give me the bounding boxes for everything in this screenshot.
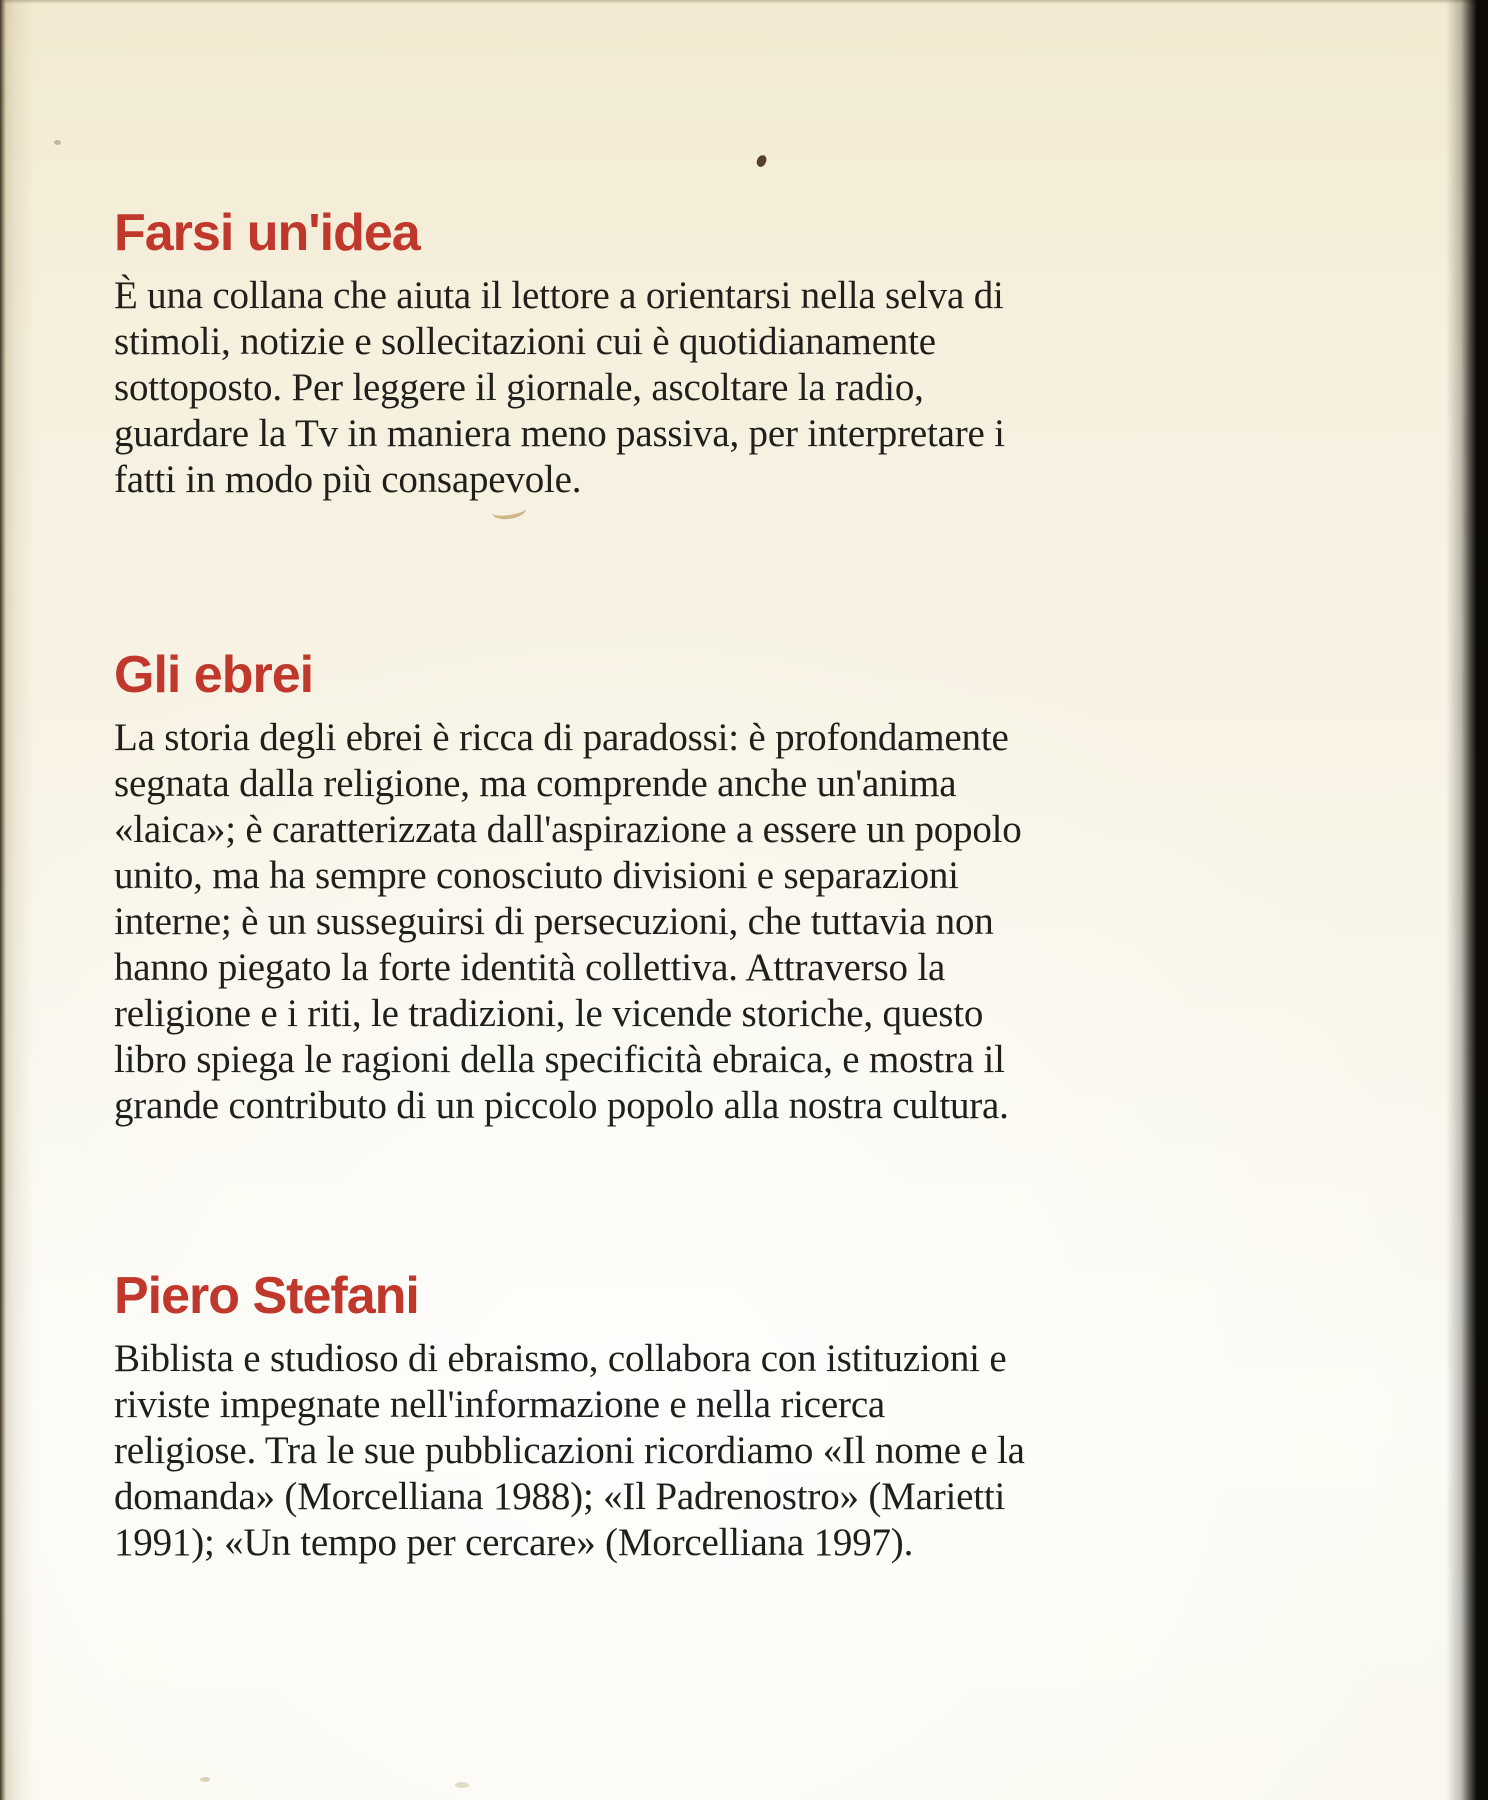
scan-stain-mark [491, 501, 527, 522]
series-title-heading: Farsi un'idea [114, 204, 420, 262]
series-description [114, 273, 1174, 503]
body-line: unito, ma ha sempre conosciuto divisioni e separazioni [114, 854, 959, 897]
body-line: religiose. Tra le sue pubblicazioni ricordiamo «Il nome e la [114, 1429, 1025, 1472]
body-line: segnata dalla religione, ma comprende anche un'anima [114, 762, 957, 805]
scan-right-edge-shadow [1446, 0, 1488, 1800]
author-name-heading: Piero Stefani [114, 1267, 419, 1325]
body-line: Biblista e studioso di ebraismo, collabora con istituzioni e [114, 1337, 1007, 1380]
series-section [114, 203, 1174, 503]
author-bio [114, 1336, 1174, 1566]
body-line: domanda» (Morcelliana 1988); «Il Padrenostro» (Marietti [114, 1475, 1006, 1518]
book-section [114, 645, 1174, 1129]
body-line: sottoposto. Per leggere il giornale, ascoltare la radio, [114, 366, 924, 409]
scan-speck [455, 1782, 469, 1788]
author-section [114, 1266, 1174, 1566]
body-line: È una collana che aiuta il lettore a orientarsi nella selva di [114, 274, 1004, 317]
book-title-heading: Gli ebrei [114, 646, 314, 704]
body-line: libro spiega le ragioni della specificità ebraica, e mostra il [114, 1038, 1005, 1081]
scan-left-page-edge [0, 0, 6, 1800]
body-line: stimoli, notizie e sollecitazioni cui è quotidianamente [114, 320, 936, 363]
scan-speck [54, 140, 61, 145]
body-line: «laica»; è caratterizzata dall'aspirazione a essere un popolo [114, 808, 1022, 851]
body-line: fatti in modo più consapevole. [114, 458, 582, 501]
body-line: La storia degli ebrei è ricca di paradossi: è profondamente [114, 716, 1009, 759]
body-line: grande contributo di un piccolo popolo alla nostra cultura. [114, 1084, 1009, 1127]
body-line: interne; è un susseguirsi di persecuzioni, che tuttavia non [114, 900, 994, 943]
body-line: religione e i riti, le tradizioni, le vicende storiche, questo [114, 992, 984, 1035]
body-line: hanno piegato la forte identità collettiva. Attraverso la [114, 946, 946, 989]
body-line: riviste impegnate nell'informazione e nella ricerca [114, 1383, 886, 1426]
scan-speck [755, 154, 767, 168]
scan-top-edge-shadow [0, 0, 1488, 4]
body-line: guardare la Tv in maniera meno passiva, per interpretare i [114, 412, 1005, 455]
body-line: 1991); «Un tempo per cercare» (Morcelliana 1997). [114, 1521, 914, 1564]
scan-speck [200, 1777, 210, 1782]
book-description [114, 715, 1174, 1129]
